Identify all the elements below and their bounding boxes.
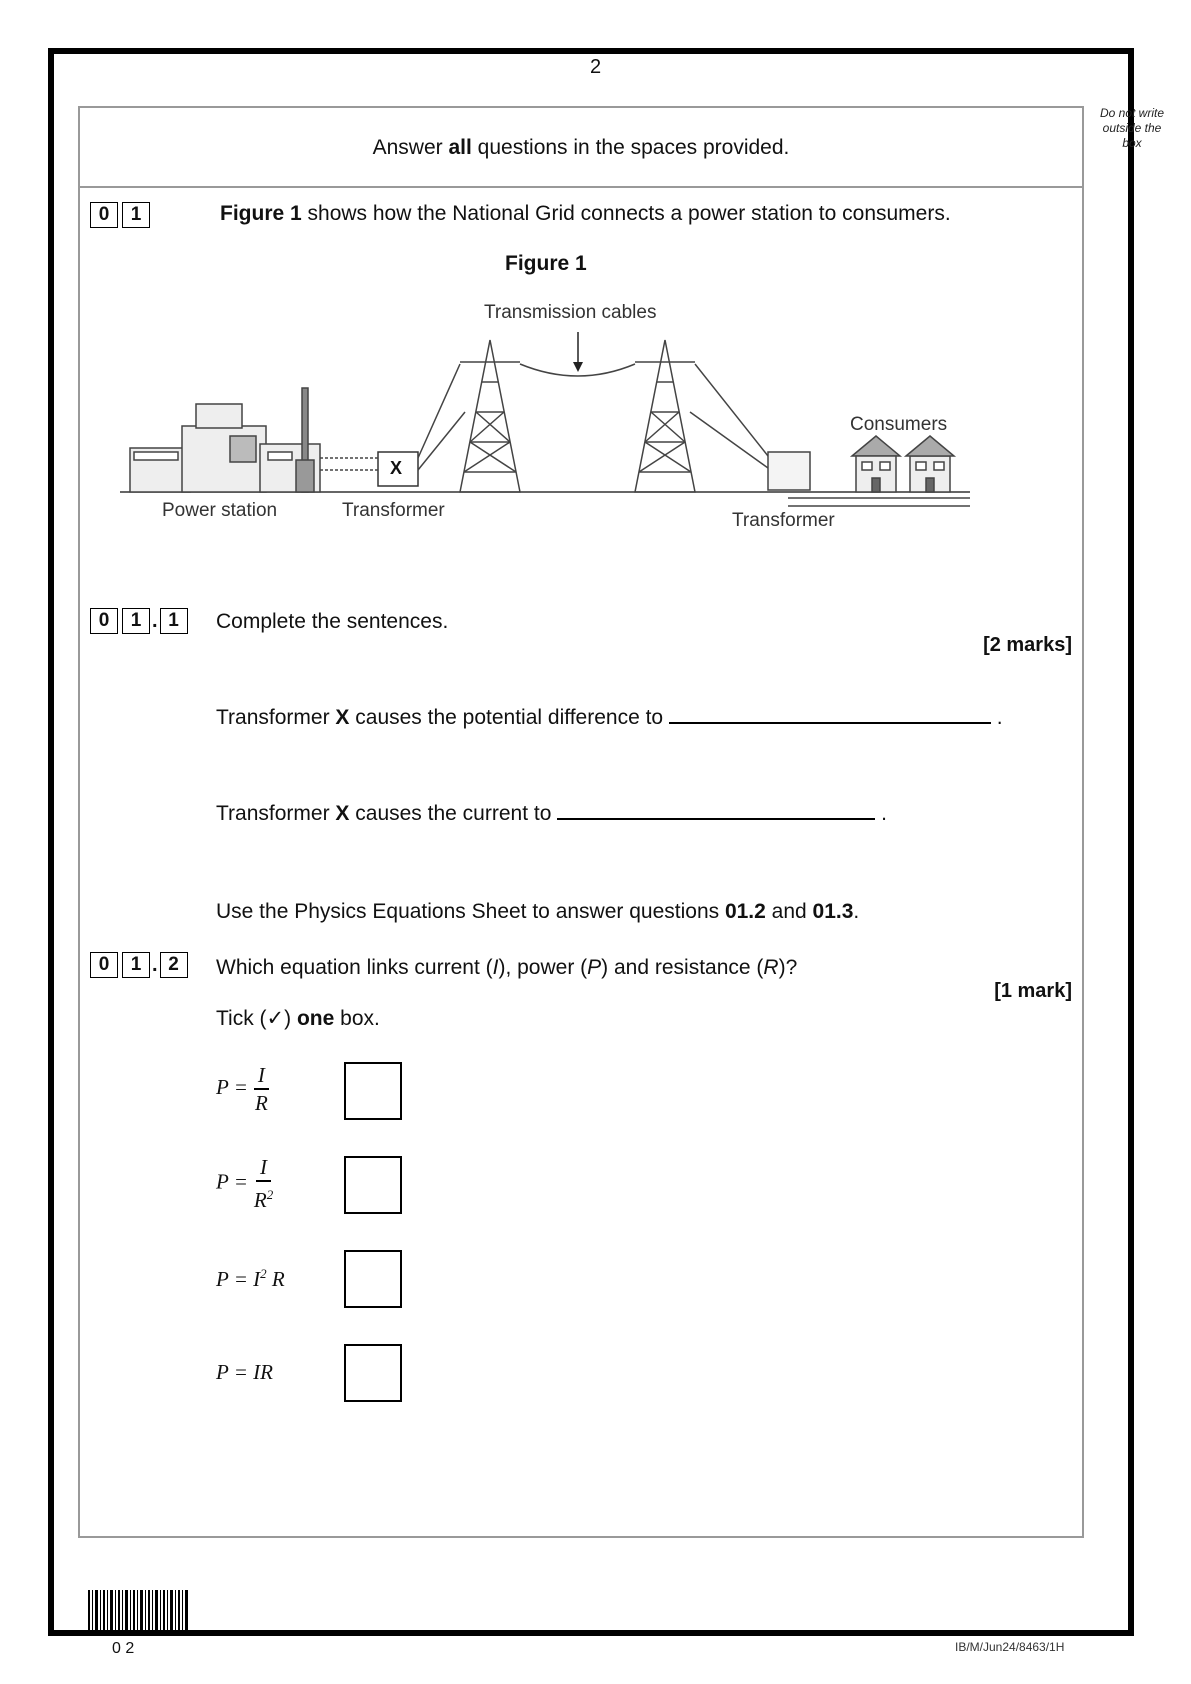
question-number-01: 0 1 <box>90 202 154 228</box>
instruction-row <box>80 108 1082 188</box>
label-transformer-left: Transformer <box>342 500 445 521</box>
label-power-station: Power station <box>162 500 278 521</box>
tick-instruction: Tick (✓) one box. <box>216 1007 380 1030</box>
question-area <box>78 106 1084 1538</box>
label-consumers: Consumers <box>850 414 948 435</box>
option-2-tickbox[interactable] <box>344 1156 402 1214</box>
option-1-tickbox[interactable] <box>344 1062 402 1120</box>
question-number-01-1: 0 1 . 1 <box>90 608 192 634</box>
q01-1-prompt: Complete the sentences. <box>216 610 449 633</box>
option-3-tickbox[interactable] <box>344 1250 402 1308</box>
margin-note: Do not write outside the box <box>1099 106 1165 150</box>
barcode-digits: 0 2 <box>112 1640 135 1657</box>
equations-sheet-note: Use the Physics Equations Sheet to answer questions 01.2 and 01.3. <box>216 900 860 923</box>
q01-1-sentence-1: Transformer X causes the potential difference to . <box>216 706 1003 729</box>
answer-line-1[interactable] <box>669 722 991 724</box>
paper-reference: IB/M/Jun24/8463/1H <box>955 1640 1065 1654</box>
page-number: 2 <box>589 56 602 78</box>
q01-1-sentence-2: Transformer X causes the current to . <box>216 802 887 825</box>
barcode <box>88 1590 188 1634</box>
q01-2-prompt: Which equation links current (I), power (P) and resistance (R)? <box>216 956 798 979</box>
question-number-01-2: 0 1 . 2 <box>90 952 192 978</box>
option-2-equation: P = $\frac{I}{R^2}$ <box>216 1155 274 1212</box>
option-4-tickbox[interactable] <box>344 1344 402 1402</box>
answer-line-2[interactable] <box>557 818 875 820</box>
label-x: X <box>390 458 403 478</box>
label-transformer-right: Transformer <box>732 510 835 531</box>
option-4-equation: P = IR <box>216 1360 273 1384</box>
option-1-equation: P = $\frac{I}{R}$ <box>216 1063 268 1115</box>
national-grid-diagram <box>120 292 990 552</box>
figure-title: Figure 1 <box>505 252 587 275</box>
option-3-equation: $P = I^2$ R <box>216 1266 285 1291</box>
q01-1-marks: [2 marks] <box>983 634 1072 656</box>
instruction-text: Answer all questions in the spaces provided. <box>372 136 790 159</box>
q01-intro: Figure 1 shows how the National Grid connects a power station to consumers. <box>220 202 951 225</box>
q01-2-marks: [1 mark] <box>994 980 1072 1002</box>
label-transmission-cables: Transmission cables <box>484 302 657 323</box>
